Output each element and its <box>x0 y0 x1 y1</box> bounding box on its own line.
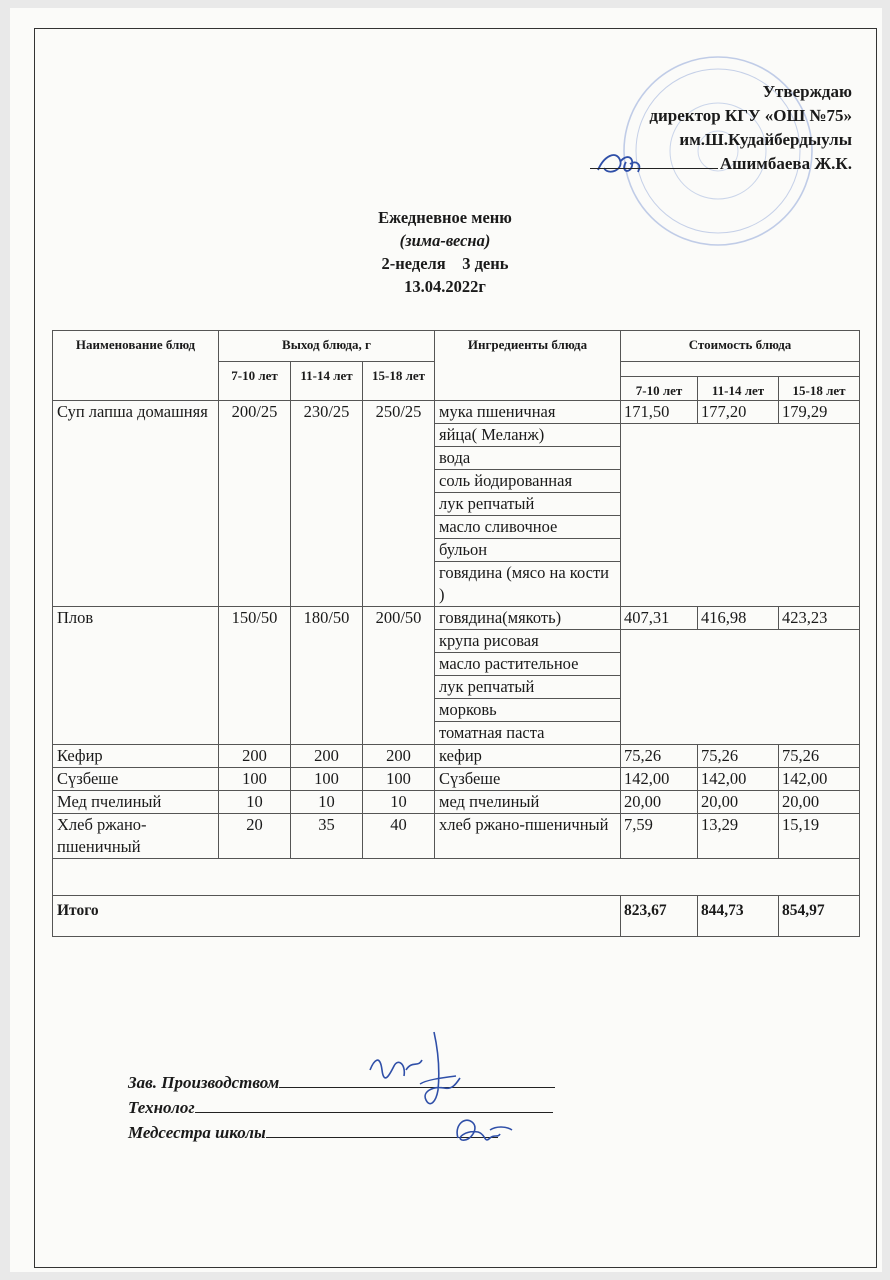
dish-cost-age-3: 20,00 <box>779 791 860 814</box>
dish-name: Кефир <box>53 745 219 768</box>
empty-cell <box>53 859 860 896</box>
header-yield: Выход блюда, г <box>219 331 435 362</box>
dish-yield-age-2: 100 <box>291 768 363 791</box>
dish-yield-age-2: 230/25 <box>291 401 363 607</box>
dish-yield-age-3: 100 <box>363 768 435 791</box>
menu-season: (зима-весна) <box>399 231 491 250</box>
cost-empty-cell <box>621 630 860 745</box>
dish-yield-age-1: 150/50 <box>219 607 291 745</box>
dish-yield-age-3: 250/25 <box>363 401 435 607</box>
dish-name: Сүзбеше <box>53 768 219 791</box>
dish-yield-age-2: 35 <box>291 814 363 859</box>
total-row <box>53 896 860 937</box>
dish-cost-age-1: 407,31 <box>621 607 698 630</box>
header-ingredients: Ингредиенты блюда <box>435 331 621 401</box>
dish-yield-age-3: 40 <box>363 814 435 859</box>
ingredient: вода <box>435 447 621 470</box>
school-nurse-label: Медсестра школы <box>128 1123 266 1142</box>
dish-yield-age-1: 100 <box>219 768 291 791</box>
table-row <box>53 607 860 630</box>
table-row <box>53 401 860 424</box>
approval-line-1: Утверждаю <box>762 82 852 101</box>
ingredient: масло сливочное <box>435 516 621 539</box>
dish-yield-age-1: 200 <box>219 745 291 768</box>
total-age-3: 854,97 <box>779 896 860 937</box>
dish-cost-age-2: 177,20 <box>698 401 779 424</box>
dish-cost-age-2: 13,29 <box>698 814 779 859</box>
ingredient: яйца( Меланж) <box>435 424 621 447</box>
dish-cost-age-2: 75,26 <box>698 745 779 768</box>
dish-name: Плов <box>53 607 219 745</box>
dish-yield-age-3: 200/50 <box>363 607 435 745</box>
daily-menu-table <box>52 330 860 937</box>
ingredient: кефир <box>435 745 621 768</box>
approval-line-4 <box>590 152 852 176</box>
cost-empty-cell <box>621 424 860 607</box>
header-dish-name: Наименование блюд <box>53 331 219 401</box>
ingredient: мед пчелиный <box>435 791 621 814</box>
ingredient: бульон <box>435 539 621 562</box>
ingredient: масло растительное <box>435 653 621 676</box>
dish-yield-age-3: 200 <box>363 745 435 768</box>
ingredient: крупа рисовая <box>435 630 621 653</box>
technologist-label: Технолог <box>128 1098 195 1117</box>
table-empty-row <box>53 859 860 896</box>
table-row <box>53 768 860 791</box>
ingredient: хлеб ржано-пшеничный <box>435 814 621 859</box>
dish-cost-age-1: 7,59 <box>621 814 698 859</box>
dish-cost-age-3: 15,19 <box>779 814 860 859</box>
approval-line-3: им.Ш.Кудайбердыулы <box>679 130 852 149</box>
header-yield-age-2: 11-14 лет <box>291 362 363 401</box>
header-cost-age-2: 11-14 лет <box>698 377 779 401</box>
production-manager-signature <box>360 1030 470 1115</box>
ingredient: говядина(мякоть) <box>435 607 621 630</box>
ingredient: Сүзбеше <box>435 768 621 791</box>
dish-name: Суп лапша домашняя <box>53 401 219 607</box>
dish-cost-age-1: 171,50 <box>621 401 698 424</box>
approval-block <box>590 80 852 176</box>
dish-yield-age-1: 200/25 <box>219 401 291 607</box>
approval-line-2: директор КГУ «ОШ №75» <box>649 106 852 125</box>
header-cost-age-3: 15-18 лет <box>779 377 860 401</box>
menu-heading <box>0 206 890 298</box>
director-signature-line <box>590 154 718 169</box>
school-nurse-signature <box>450 1108 520 1153</box>
header-cost-spacer <box>621 362 860 377</box>
total-age-2: 844,73 <box>698 896 779 937</box>
dish-cost-age-1: 142,00 <box>621 768 698 791</box>
dish-cost-age-1: 20,00 <box>621 791 698 814</box>
header-yield-age-3: 15-18 лет <box>363 362 435 401</box>
ingredient: томатная паста <box>435 722 621 745</box>
ingredient: лук репчатый <box>435 493 621 516</box>
table-row <box>53 814 860 859</box>
dish-yield-age-2: 10 <box>291 791 363 814</box>
dish-cost-age-2: 20,00 <box>698 791 779 814</box>
ingredient: мука пшеничная <box>435 401 621 424</box>
dish-yield-age-1: 10 <box>219 791 291 814</box>
director-name: Ашимбаева Ж.К. <box>719 154 852 173</box>
header-cost-age-1: 7-10 лет <box>621 377 698 401</box>
dish-name: Хлеб ржано-пшеничный <box>53 814 219 859</box>
ingredient: соль йодированная <box>435 470 621 493</box>
menu-title: Ежедневное меню <box>378 208 512 227</box>
dish-name: Мед пчелиный <box>53 791 219 814</box>
table-row <box>53 745 860 768</box>
header-cost: Стоимость блюда <box>621 331 860 362</box>
dish-yield-age-2: 200 <box>291 745 363 768</box>
dish-cost-age-2: 416,98 <box>698 607 779 630</box>
ingredient: говядина (мясо на кости ) <box>435 562 621 607</box>
menu-date: 13.04.2022г <box>404 277 486 296</box>
table-row <box>53 791 860 814</box>
dish-cost-age-3: 142,00 <box>779 768 860 791</box>
dish-cost-age-3: 75,26 <box>779 745 860 768</box>
dish-yield-age-3: 10 <box>363 791 435 814</box>
menu-week-day: 2-неделя 3 день <box>381 254 509 273</box>
production-manager-label: Зав. Производством <box>128 1073 280 1092</box>
header-yield-age-1: 7-10 лет <box>219 362 291 401</box>
total-age-1: 823,67 <box>621 896 698 937</box>
dish-yield-age-1: 20 <box>219 814 291 859</box>
total-label: Итого <box>53 896 621 937</box>
ingredient: морковь <box>435 699 621 722</box>
dish-cost-age-3: 179,29 <box>779 401 860 424</box>
dish-cost-age-2: 142,00 <box>698 768 779 791</box>
dish-cost-age-3: 423,23 <box>779 607 860 630</box>
dish-yield-age-2: 180/50 <box>291 607 363 745</box>
dish-cost-age-1: 75,26 <box>621 745 698 768</box>
ingredient: лук репчатый <box>435 676 621 699</box>
